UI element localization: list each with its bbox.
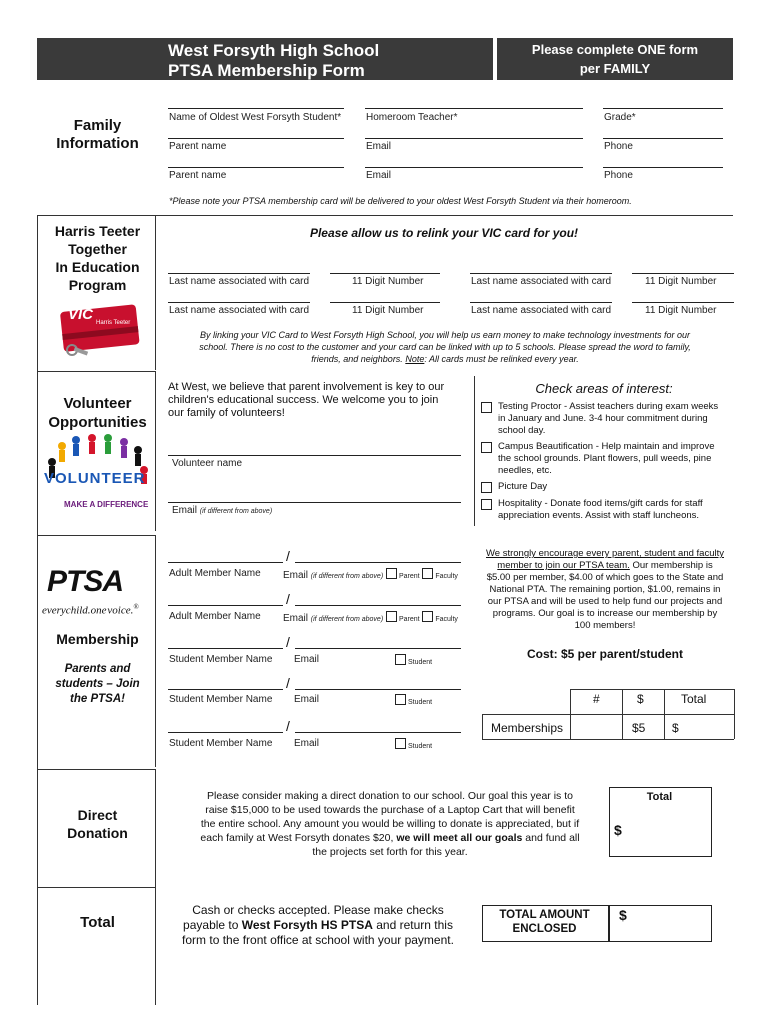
membership-sub-line2: students – Join xyxy=(55,678,140,690)
donation-total-dollar: $ xyxy=(614,822,622,838)
parent2-field[interactable] xyxy=(168,167,344,168)
tagline-one: one xyxy=(90,604,107,617)
encourage-line6: programs. Our goal is to increase our membership by xyxy=(492,608,718,619)
encourage-line2-rest: Our membership is xyxy=(629,560,713,571)
student2-checkbox[interactable] xyxy=(395,694,406,705)
student1-checkbox[interactable] xyxy=(395,654,406,665)
harris-desc-line2: school. There is no cost to the customer and your card can be linked with up to 5 schools. Please spread the word to family, xyxy=(199,342,691,352)
total-text xyxy=(163,903,473,948)
membership-encourage xyxy=(474,548,736,632)
donation-section-title xyxy=(40,806,155,842)
parent2-label: Parent name xyxy=(169,170,227,181)
adult2-parent-label: Parent xyxy=(398,616,420,623)
total-amount-dollar: $ xyxy=(619,907,627,923)
adult2-parent-checkbox[interactable] xyxy=(386,611,397,622)
student1-slash: / xyxy=(286,634,290,650)
vic4-lastname-label: Last name associated with card xyxy=(471,305,612,316)
membership-top-rule xyxy=(37,535,155,536)
volunteer-graphic-tag: MAKE A DIFFERENCE xyxy=(64,500,149,509)
total-line2a: payable to xyxy=(183,918,242,932)
student2-slash: / xyxy=(286,675,290,691)
vic4-digits-field[interactable] xyxy=(632,302,734,303)
campus-line3: needles, etc. xyxy=(498,465,552,476)
adult1-name-field[interactable] xyxy=(168,562,283,563)
membership-sub-line1: Parents and xyxy=(64,663,131,675)
mtable-row-label: Memberships xyxy=(491,721,564,735)
family-note: *Please note your PTSA membership card will be delivered to your oldest West Forsyth Student via their homeroom. xyxy=(169,196,632,206)
email1-field[interactable] xyxy=(365,138,583,139)
phone2-label: Phone xyxy=(604,170,633,181)
volunteer-title-line1: Volunteer xyxy=(63,395,132,412)
mtable-c3 xyxy=(664,689,665,739)
encourage-line3: $5.00 per member, $4.00 of which goes to the State and xyxy=(486,572,724,583)
donation-total-label: Total xyxy=(646,791,673,803)
adult2-email-text: Email xyxy=(283,613,309,624)
donation-line3: the entire school. Any amount you would be willing to donate is appreciated, but if xyxy=(200,818,580,830)
volunteer-graphic-word: VOLUNTEER xyxy=(44,470,146,487)
interest-hospitality[interactable] xyxy=(481,498,736,522)
homeroom-field[interactable] xyxy=(365,108,583,109)
testing-line3: school day. xyxy=(498,425,546,436)
mtable-right xyxy=(734,689,735,739)
donation-line4 xyxy=(170,831,610,845)
student1-email-label: Email xyxy=(294,654,320,665)
hospitality-line2: appreciation events. Assist with staff luncheons. xyxy=(498,510,700,521)
adult1-slash: / xyxy=(286,548,290,564)
phone1-field[interactable] xyxy=(603,138,723,139)
volunteer-name-field[interactable] xyxy=(168,455,461,456)
interest-testing[interactable] xyxy=(481,401,736,437)
student1-email-field[interactable] xyxy=(295,648,461,649)
adult1-email-label xyxy=(283,568,458,581)
harris-title-line2: Together xyxy=(68,241,127,257)
student3-name-label: Student Member Name xyxy=(169,738,273,749)
harris-note-label: Note xyxy=(405,354,425,364)
student2-name-field[interactable] xyxy=(168,689,283,690)
header-note-line2: per FAMILY xyxy=(579,61,651,76)
donation-top-rule xyxy=(37,769,155,770)
vic4-lastname-field[interactable] xyxy=(470,302,612,303)
total-line2 xyxy=(163,918,473,933)
donation-text xyxy=(170,789,610,859)
interest-picture-day[interactable] xyxy=(481,481,736,493)
adult2-faculty-label: Faculty xyxy=(435,616,458,623)
membership-section-title: Membership xyxy=(56,631,139,647)
memberships-count-field[interactable] xyxy=(571,715,621,738)
donation-line4c: and fund all xyxy=(522,832,580,844)
parent1-label: Parent name xyxy=(169,141,227,152)
encourage-line5: our PTSA and will be used to help fund our projects and xyxy=(487,596,723,607)
volunteer-intro-line3: our family of volunteers! xyxy=(168,407,285,419)
student3-student-opt xyxy=(395,738,432,751)
volunteer-email-text: Email xyxy=(172,505,198,516)
encourage-line1: We strongly encourage every parent, student and faculty xyxy=(486,548,724,559)
harris-title-line4: Program xyxy=(68,277,127,293)
vic1-lastname-label: Last name associated with card xyxy=(169,276,310,287)
vic2-digits-field[interactable] xyxy=(632,273,734,274)
adult1-parent-label: Parent xyxy=(398,573,420,580)
encourage-line7: 100 members! xyxy=(574,620,636,631)
membership-subtitle xyxy=(40,662,155,707)
harris-title-line3: In Education xyxy=(55,259,140,275)
email2-label: Email xyxy=(366,170,392,181)
donation-line4a: each family at West Forsyth donates $20, xyxy=(200,832,397,844)
mtable-row-total[interactable]: $ xyxy=(672,721,679,735)
hospitality-line1: Hospitality - Donate food items/gift cards for staff xyxy=(498,498,703,509)
mtable-top xyxy=(570,689,734,690)
vic1-digits-label: 11 Digit Number xyxy=(352,276,424,287)
donation-goal-bold: we will meet all our goals xyxy=(396,832,523,844)
student3-opt-label: Student xyxy=(408,743,433,750)
volunteer-right-rule xyxy=(155,371,156,531)
volunteer-section-title xyxy=(40,394,155,432)
tagline-everychild: everychild. xyxy=(42,604,91,617)
testing-line2: in January and June. 3-4 hour commitment during xyxy=(498,413,708,424)
interest-divider xyxy=(474,376,475,526)
campus-line2: the school grounds. Plant flowers, pull weeds, pine xyxy=(498,453,712,464)
volunteer-intro-line2: children's educational success. We welcome you to join xyxy=(168,394,439,406)
vic3-lastname-field[interactable] xyxy=(168,302,310,303)
volunteer-name-label: Volunteer name xyxy=(172,458,243,469)
adult1-email-field[interactable] xyxy=(295,562,461,563)
student3-email-label: Email xyxy=(294,738,320,749)
adult2-email-field[interactable] xyxy=(295,605,461,606)
student3-email-field[interactable] xyxy=(295,732,461,733)
total-line3: form to the front office at school with your payment. xyxy=(182,933,454,947)
vic2-lastname-label: Last name associated with card xyxy=(471,276,612,287)
student1-name-field[interactable] xyxy=(168,648,283,649)
volunteer-email-note: (if different from above) xyxy=(199,508,273,515)
volunteer-title-line2: Opportunities xyxy=(48,414,147,431)
tagline-tm: ® xyxy=(133,603,139,611)
vic2-lastname-field[interactable] xyxy=(470,273,612,274)
harris-section-title xyxy=(40,222,155,294)
mtable-dollar-head: $ xyxy=(637,692,644,706)
parent1-field[interactable] xyxy=(168,138,344,139)
membership-right-rule xyxy=(155,535,156,767)
form-title-line2: PTSA Membership Form xyxy=(168,61,365,80)
volunteer-top-rule xyxy=(37,371,155,372)
student3-checkbox[interactable] xyxy=(395,738,406,749)
grade-field[interactable] xyxy=(603,108,723,109)
total-amount-line1: TOTAL AMOUNT xyxy=(499,909,590,921)
interest-campus[interactable] xyxy=(481,441,736,477)
adult2-email-note: (if different from above) xyxy=(310,616,384,623)
email1-label: Email xyxy=(366,141,392,152)
mtable-bottom xyxy=(482,739,734,740)
donation-line5: the projects set forth for this year. xyxy=(312,846,468,858)
tagline-voice: voice. xyxy=(107,604,134,617)
total-amount-label xyxy=(482,908,607,936)
testing-checkbox[interactable] xyxy=(481,402,492,413)
harris-description xyxy=(160,329,730,365)
donation-right-rule xyxy=(155,769,156,887)
harris-note-text: : All cards must be relinked every year. xyxy=(424,354,579,364)
vic3-lastname-label: Last name associated with card xyxy=(169,305,310,316)
donation-title-line1: Direct xyxy=(77,807,118,823)
header-note-line1: Please complete ONE form xyxy=(531,42,699,57)
vic-card-logo: VIC xyxy=(68,306,94,323)
adult2-name-field[interactable] xyxy=(168,605,283,606)
volunteer-email-label xyxy=(172,505,272,516)
family-section-title xyxy=(40,117,155,153)
adult1-faculty-checkbox[interactable] xyxy=(422,568,433,579)
student1-opt-label: Student xyxy=(408,659,433,666)
adult2-faculty-checkbox[interactable] xyxy=(422,611,433,622)
campus-checkbox[interactable] xyxy=(481,442,492,453)
mtable-left xyxy=(482,714,483,739)
student2-name-label: Student Member Name xyxy=(169,694,273,705)
family-title-line1: Family xyxy=(73,117,122,134)
volunteer-intro-line1: At West, we believe that parent involvement is key to our xyxy=(168,381,445,393)
vic1-lastname-field[interactable] xyxy=(168,273,310,274)
total-section-title: Total xyxy=(80,914,115,931)
student1-student-opt xyxy=(395,654,432,667)
student3-name-field[interactable] xyxy=(168,732,283,733)
adult2-name-label: Adult Member Name xyxy=(169,611,261,622)
total-line2c: and return this xyxy=(372,918,453,932)
ptsa-tagline xyxy=(42,603,139,617)
harris-top-rule xyxy=(37,215,733,216)
student2-student-opt xyxy=(395,694,432,707)
interest-title: Check areas of interest: xyxy=(535,381,673,396)
hospitality-checkbox[interactable] xyxy=(481,499,492,510)
encourage-line2 xyxy=(474,560,736,572)
membership-cost: Cost: $5 per parent/student xyxy=(526,647,684,661)
family-title-line2: Information xyxy=(56,135,139,152)
total-amount-line2: ENCLOSED xyxy=(512,923,577,935)
adult1-name-label: Adult Member Name xyxy=(169,568,261,579)
student3-slash: / xyxy=(286,718,290,734)
donation-line2: raise $15,000 to be used towards the purchase of a Laptop Cart that will benefit xyxy=(205,804,575,816)
campus-line1: Campus Beautification - Help maintain and improve xyxy=(498,441,715,452)
encourage-line4: National PTA. The remaining portion, $1.00, remains in xyxy=(489,584,721,595)
adult1-faculty-label: Faculty xyxy=(435,573,458,580)
total-payee-bold: West Forsyth HS PTSA xyxy=(241,918,373,932)
volunteer-email-field[interactable] xyxy=(168,502,461,503)
ptsa-logo: PTSA xyxy=(47,565,124,598)
homeroom-label: Homeroom Teacher* xyxy=(366,112,458,123)
student1-name-label: Student Member Name xyxy=(169,654,273,665)
phone1-label: Phone xyxy=(604,141,633,152)
vic4-digits-label: 11 Digit Number xyxy=(645,305,717,316)
testing-line1: Testing Proctor - Assist teachers during exam weeks xyxy=(498,401,719,412)
oldest-student-field[interactable] xyxy=(168,108,344,109)
vic2-digits-label: 11 Digit Number xyxy=(645,276,717,287)
total-right-rule xyxy=(155,887,156,1005)
mtable-row-price: $5 xyxy=(632,721,646,735)
vic3-digits-label: 11 Digit Number xyxy=(352,305,424,316)
adult1-email-note: (if different from above) xyxy=(310,573,384,580)
mtable-c2 xyxy=(622,689,623,739)
mtable-hash: # xyxy=(593,692,600,706)
form-title-line1: West Forsyth High School xyxy=(168,41,380,60)
harris-desc-line3 xyxy=(160,353,730,365)
student2-email-label: Email xyxy=(294,694,320,705)
grade-label: Grade* xyxy=(604,112,636,123)
volunteer-intro xyxy=(168,381,444,420)
adult2-email-label xyxy=(283,611,458,624)
vic1-digits-field[interactable] xyxy=(330,273,440,274)
email2-field[interactable] xyxy=(365,167,583,168)
student2-opt-label: Student xyxy=(408,699,433,706)
membership-sub-line3: the PTSA! xyxy=(70,693,125,705)
harris-desc-line3-text: friends, and neighbors. xyxy=(311,354,403,364)
picture-day-checkbox[interactable] xyxy=(481,482,492,493)
vic3-digits-field[interactable] xyxy=(330,302,440,303)
adult2-slash: / xyxy=(286,591,290,607)
total-top-rule xyxy=(37,887,155,888)
mtable-total-head: Total xyxy=(681,692,707,706)
oldest-student-label: Name of Oldest West Forsyth Student* xyxy=(169,112,342,123)
adult1-email-text: Email xyxy=(283,570,309,581)
harris-desc-line1: By linking your VIC Card to West Forsyth High School, you will help us earn money to make technology investments for our xyxy=(199,330,691,340)
harris-headline: Please allow us to relink your VIC card for you! xyxy=(309,226,579,240)
encourage-line2-underlined: member to join our PTSA team. xyxy=(497,560,630,571)
harris-title-line1: Harris Teeter xyxy=(54,223,141,239)
interest-list xyxy=(481,401,736,522)
total-line1: Cash or checks accepted. Please make checks xyxy=(192,903,444,917)
vic-card-subtext: Harris Teeter xyxy=(96,320,131,326)
donation-title-line2: Donation xyxy=(67,825,128,841)
picture-day-line1: Picture Day xyxy=(498,481,548,492)
donation-line1: Please consider making a direct donation to our school. Our goal this year is to xyxy=(207,790,573,802)
phone2-field[interactable] xyxy=(603,167,723,168)
student2-email-field[interactable] xyxy=(295,689,461,690)
adult1-parent-checkbox[interactable] xyxy=(386,568,397,579)
